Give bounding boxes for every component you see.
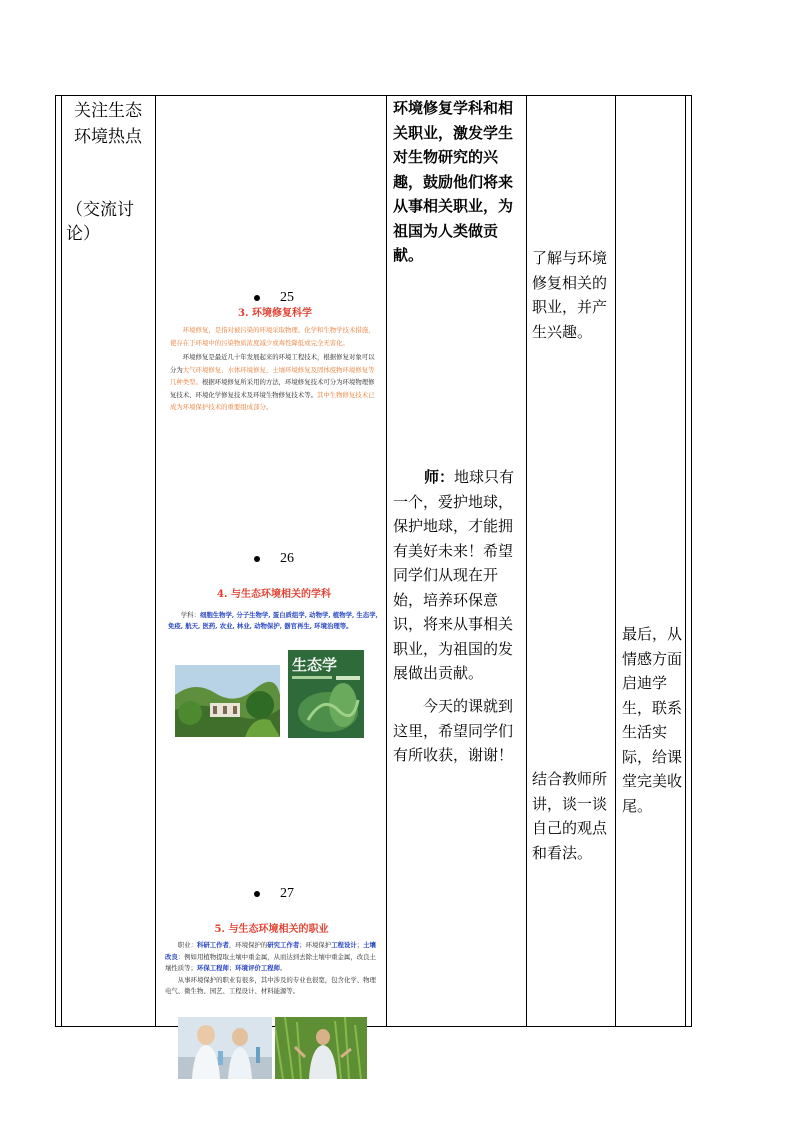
table-bottom-border	[55, 1026, 692, 1027]
design-note: 最后，从 情感方面 启迪学 生，联系 生活实 际，给课 堂完美收 尾。	[622, 625, 683, 815]
teacher-speech: 师：地球只有 一个，爱护地球， 保护地球，才能拥 有美好未来！希望 同学们从现在开 始，培养环保意 识，将来从事相关 职业，为祖国的发 展做出贡献。	[393, 468, 515, 682]
nature-photo	[175, 665, 280, 737]
field-research-photo	[275, 1017, 367, 1079]
table-left-border-outer	[55, 95, 56, 1026]
design-intent-text: 环境修复学科和相 关职业，激发学生 对生物研究的兴 趣，鼓励他们将来 从事相关职业，为 祖国为人类做贡 献。	[393, 99, 514, 264]
slide-number-25: 25	[254, 290, 294, 306]
bullet-dot	[254, 891, 260, 897]
slide-title: 3. 环境修复科学	[238, 308, 312, 319]
column-divider-1	[155, 95, 156, 1026]
bullet-dot	[254, 295, 260, 301]
bullet-dot	[254, 556, 260, 562]
slide-title: 5. 与生态环境相关的职业	[214, 924, 329, 935]
activity-label: （交流讨 论）	[66, 200, 134, 244]
column-divider-2	[386, 95, 387, 1026]
student-activity-a: 了解与环境 修复相关的 职业，并产 生兴趣。	[532, 249, 608, 341]
column-divider-3	[526, 95, 527, 1026]
slide-title: 4. 与生态环境相关的学科	[217, 589, 331, 600]
teacher-label: 师：	[424, 468, 455, 486]
book-title: 生态学	[292, 656, 338, 674]
slide-paragraph: 职业：科研工作者，环境保护的研究工作者；环境保护工程设计；土壤改良：例如用植物提取土壤中重金属，从而达到去除土壤中重金属，改良土壤性质等；环保工程师；环境评价工程师。	[165, 941, 376, 972]
section-title: 关注生态 环境热点	[74, 101, 142, 147]
student-activity-b: 结合教师所 讲，谈一谈 自己的观点 和看法。	[532, 770, 608, 862]
lab-photo	[178, 1017, 272, 1079]
slide-paragraph: 环境修复，是指对被污染的环境采取物理、化学和生物学技术措施，使存在于环境中的污染物质浓度减少或毒性降低或完全无害化。	[170, 326, 375, 347]
slide-paragraph: 环境修复是最近几十年发展起来的环境工程技术，根据修复对象可以分为大气环境修复、水体环境修复、土壤环境修复及固体废物环境修复等几种类型。根据环境修复所采用的方法，环境修复技术可分为环境物理修复技术、环境化学修复技术及环境生物修复技术等。其中生物修复技术已成为环境保护技术的重要组成部分。	[170, 353, 375, 411]
column-divider-4	[615, 95, 616, 1026]
slide-number-26: 26	[254, 551, 294, 567]
slide-26	[168, 585, 380, 632]
closing-remarks: 今天的课就到 这里，希望同学们 有所收获，谢谢！	[393, 697, 514, 764]
table-top-border	[55, 95, 692, 96]
slide-paragraph: 学科：细胞生物学, 分子生物学, 蛋白质组学, 动物学, 植物学, 生态学, 免疫, 航天, 医药, 农业, 林业, 动物保护, 器官再生, 环境治理等。	[168, 611, 378, 630]
table-left-border-inner	[61, 95, 62, 1026]
table-right-border-inner	[685, 95, 686, 1026]
slide-25	[170, 304, 380, 414]
ecology-book-cover	[288, 650, 364, 738]
table-right-border-outer	[691, 95, 692, 1026]
slide-number-27: 27	[254, 886, 294, 902]
slide-27	[165, 920, 378, 998]
slide-paragraph: 从事环境保护的职业有很多，其中涉及的专业也很宽，包含化学、物理电气、微生物、园艺、工程设计、材料能源等。	[165, 975, 376, 995]
